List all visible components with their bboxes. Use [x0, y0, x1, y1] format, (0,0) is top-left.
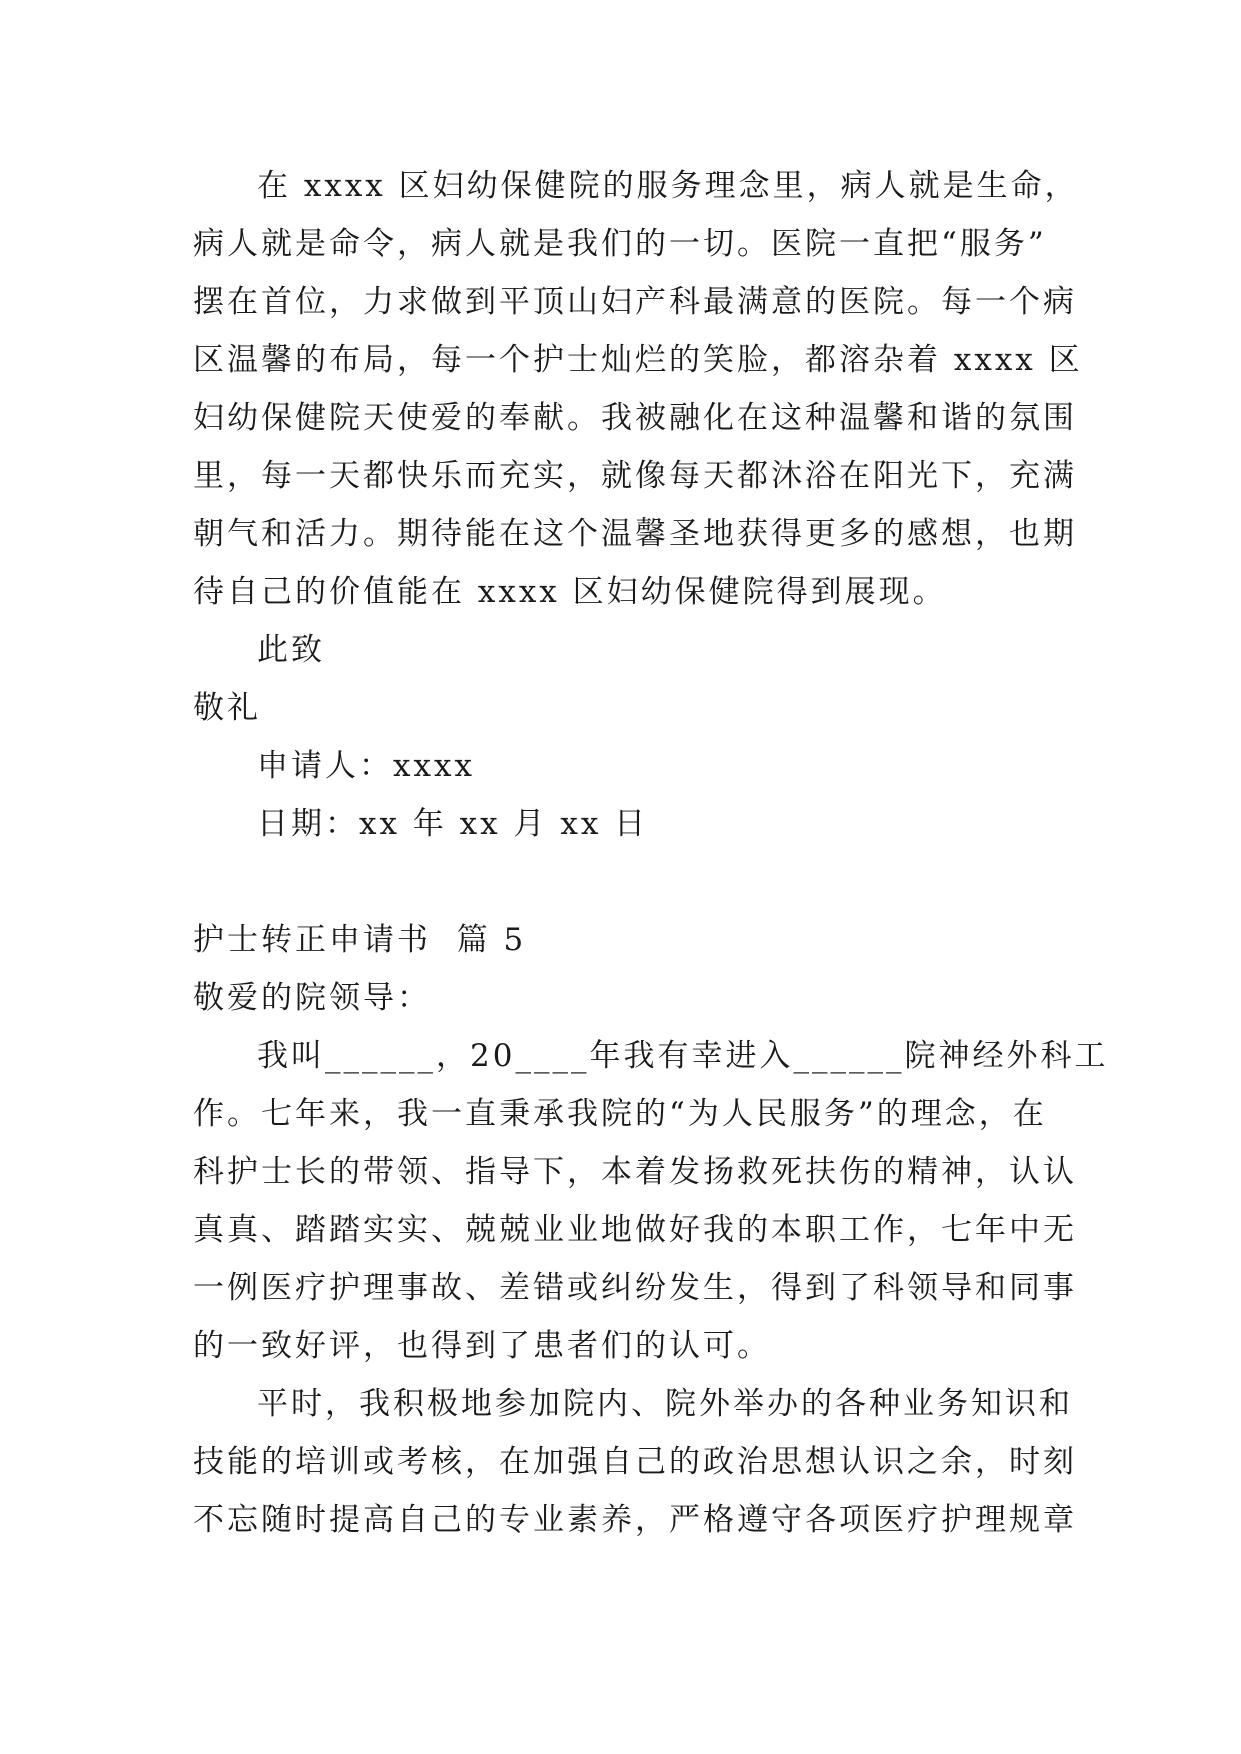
closing-regards: 敬礼 — [193, 690, 261, 726]
text-line: 里，每一天都快乐而充实，就像每天都沐浴在阳光下，充满 — [193, 458, 1077, 494]
text-line: 平时，我积极地参加院内、院外举办的各种业务知识和 — [257, 1386, 1073, 1422]
applicant-line: 申请人：xxxx — [257, 748, 475, 784]
text-line: 科护士长的带领、指导下，本着发扬救死扶伤的精神，认认 — [193, 1154, 1077, 1190]
text-line: 妇幼保健院天使爱的奉献。我被融化在这种温馨和谐的氛围 — [193, 400, 1077, 436]
text-line: 区温馨的布局，每一个护士灿烂的笑脸，都溶杂着 xxxx 区 — [193, 342, 1083, 378]
text-line: 真真、踏踏实实、兢兢业业地做好我的本职工作，七年中无 — [193, 1212, 1077, 1248]
greeting: 敬爱的院领导： — [193, 980, 431, 1016]
text-line: 朝气和活力。期待能在这个温馨圣地获得更多的感想，也期 — [193, 516, 1077, 552]
text-line: 在 xxxx 区妇幼保健院的服务理念里，病人就是生命， — [257, 168, 1079, 204]
text-line: 病人就是命令，病人就是我们的一切。医院一直把“服务” — [193, 226, 1047, 262]
date-line: 日期：xx 年 xx 月 xx 日 — [257, 806, 649, 842]
text-line: 作。七年来，我一直秉承我院的“为人民服务”的理念，在 — [193, 1096, 1047, 1132]
text-line: 不忘随时提高自己的专业素养，严格遵守各项医疗护理规章 — [193, 1502, 1077, 1538]
text-line: 摆在首位，力求做到平顶山妇产科最满意的医院。每一个病 — [193, 284, 1077, 320]
text-line: 一例医疗护理事故、差错或纠纷发生，得到了科领导和同事 — [193, 1270, 1077, 1306]
text-line: 待自己的价值能在 xxxx 区妇幼保健院得到展现。 — [193, 574, 947, 610]
text-line: 技能的培训或考核，在加强自己的政治思想认识之余，时刻 — [193, 1444, 1077, 1480]
closing-salutation: 此致 — [257, 632, 325, 668]
text-line: 我叫______，20____年我有幸进入______院神经外科工 — [257, 1038, 1109, 1074]
text-line: 的一致好评，也得到了患者们的认可。 — [193, 1328, 771, 1364]
section-title: 护士转正申请书 篇 5 — [193, 922, 527, 958]
